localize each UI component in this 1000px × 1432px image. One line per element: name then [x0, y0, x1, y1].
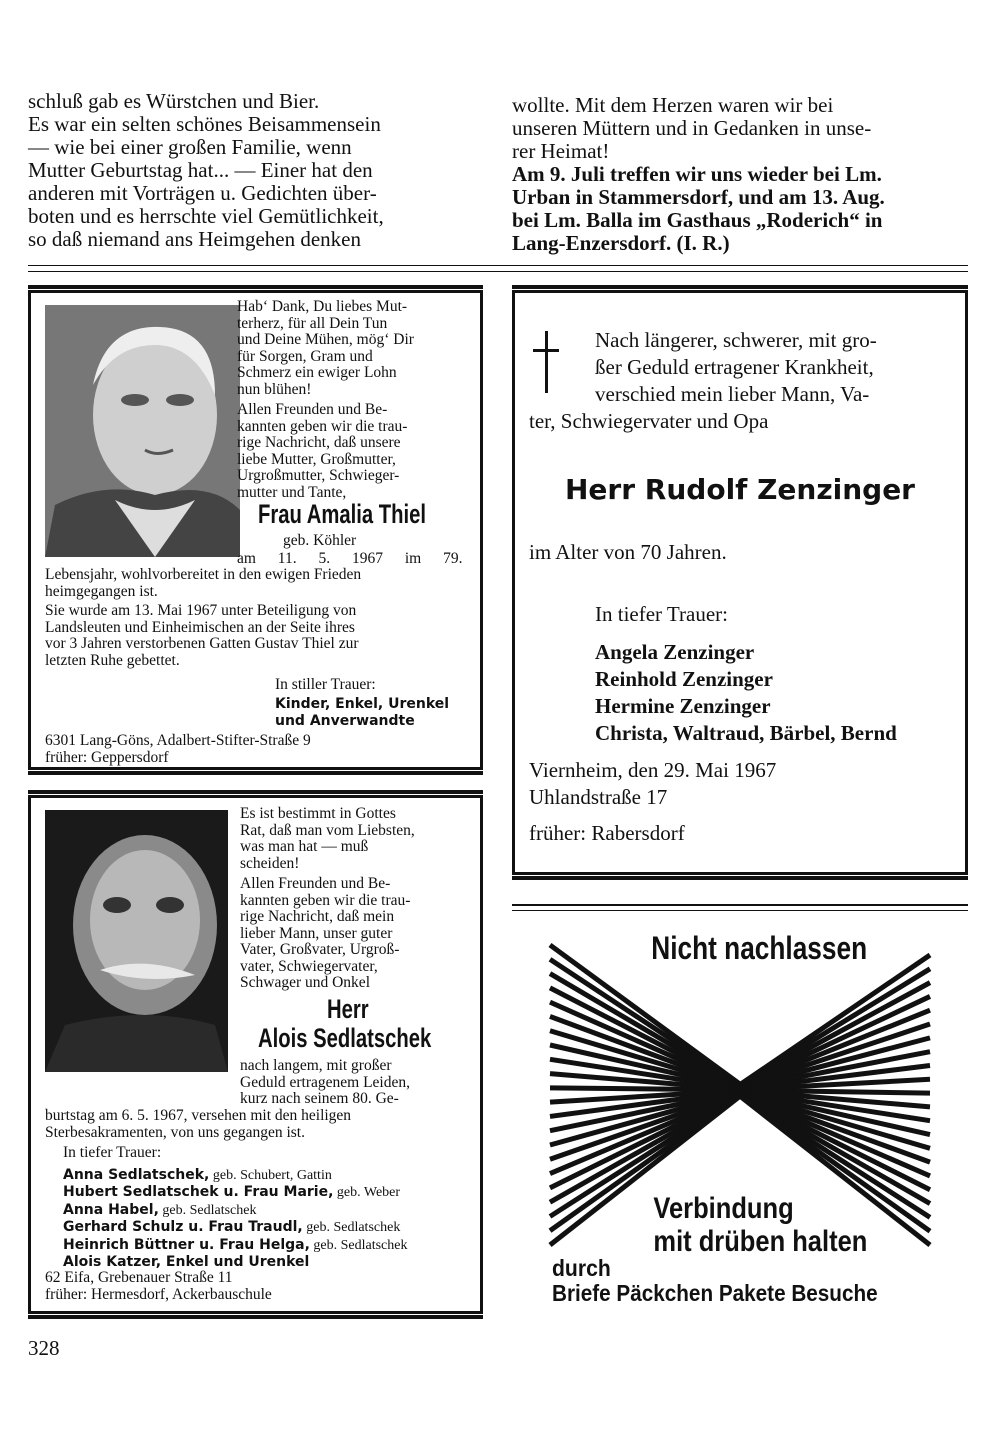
- mourner-line: Reinhold Zenzinger: [595, 667, 773, 691]
- ad-top-rule: [512, 910, 968, 911]
- mourner-detail: geb. Schubert, Gattin: [209, 1168, 332, 1183]
- portrait-image: [45, 305, 240, 557]
- mourners-block: [275, 696, 449, 730]
- box-border-bar: [512, 876, 968, 880]
- notice-line: Urgroßmutter, Schwieger-: [237, 467, 400, 484]
- article-bold-line: Am 9. Juli treffen wir uns wieder bei Lm.: [512, 162, 882, 186]
- mourner-line: und Anverwandte: [275, 713, 415, 729]
- text-line: burtstag am 6. 5. 1967, versehen mit den heiligen: [45, 1107, 352, 1124]
- ad-line: durch: [552, 1255, 611, 1281]
- article-line: — wie bei einer großen Familie, wenn: [28, 135, 352, 159]
- article-line: schluß gab es Würstchen und Bier.: [28, 89, 320, 113]
- address-block: [45, 733, 465, 766]
- notice-line: liebe Mutter, Großmutter,: [237, 450, 396, 468]
- mourner-line: [63, 1167, 483, 1184]
- mourner-detail: geb. Weber: [333, 1185, 401, 1201]
- age-line: im Alter von 70 Jahren.: [529, 540, 727, 564]
- poem-line: und Deine Mühen, mög‘ Dir: [237, 331, 414, 348]
- mourner-detail: geb. Sedlatschek: [158, 1202, 257, 1218]
- burial-block: [45, 603, 465, 669]
- article-line: wollte. Mit dem Herzen waren wir bei: [512, 93, 834, 117]
- address-line: 6301 Lang-Göns, Adalbert-Stifter-Straße 9: [45, 732, 311, 749]
- after-block: [240, 1058, 464, 1108]
- text-line: Sie wurde am 13. Mai 1967 unter Beteiligung von: [45, 602, 357, 619]
- notice-line: Schwager und Onkel: [240, 974, 370, 991]
- notice-line: Allen Freunden und Be-: [237, 401, 388, 418]
- poem-block: [240, 806, 464, 872]
- text-line: Landsleuten und Einheimischen an der Seite ihres: [45, 618, 355, 636]
- mourning-label: In stiller Trauer:: [275, 676, 376, 693]
- page-number: 328: [28, 1336, 60, 1360]
- text-line: letzten Ruhe gebettet.: [45, 651, 180, 669]
- intro-line: ter, Schwiegervater und Opa: [529, 409, 769, 433]
- notice-line: kannten geben wir die trau-: [237, 417, 408, 435]
- ad-line: Briefe Päckchen Pakete Besuche: [552, 1280, 878, 1306]
- intro-line: Nach längerer, schwerer, mit gro-: [595, 328, 877, 352]
- mourning-label: In tiefer Trauer:: [595, 602, 728, 626]
- article-bold-line: bei Lm. Balla im Gasthaus „Roderich“ in: [512, 208, 883, 232]
- mourner-name: Anna Sedlatschek,: [63, 1167, 210, 1183]
- after-block: [45, 567, 465, 600]
- poem-line: Rat, daß man vom Liebsten,: [240, 821, 415, 839]
- birth-name: geb. Köhler: [283, 532, 357, 549]
- notice-line: kannten geben wir die trau-: [240, 891, 411, 909]
- mourner-name: Hubert Sedlatschek u. Frau Marie,: [63, 1184, 334, 1201]
- portrait-image: [45, 810, 228, 1072]
- box-border-bar: [512, 285, 968, 289]
- mourner-name: Alois Katzer, Enkel und Urenkel: [63, 1254, 310, 1271]
- article-right-column: [512, 94, 967, 255]
- mourner-detail: geb. Sedlatschek: [309, 1237, 408, 1253]
- ad-headline: Nicht nachlassen: [648, 930, 870, 967]
- deceased-title: Herr: [327, 994, 369, 1024]
- notice-line: vater, Schwiegervater,: [240, 957, 378, 975]
- cross-icon: [521, 331, 571, 393]
- poem-line: Schmerz ein ewiger Lohn: [237, 364, 397, 381]
- text-line: vor 3 Jahren verstorbenen Gatten Gustav Thiel zur: [45, 635, 359, 652]
- article-line: rer Heimat!: [512, 139, 610, 163]
- former-home-line: früher: Hermesdorf, Ackerbauschule: [45, 1285, 272, 1303]
- street-line: Uhlandstraße 17: [529, 785, 668, 809]
- box-border-bar: [28, 1315, 483, 1319]
- ad-line: mit drüben halten: [650, 1225, 871, 1259]
- location-block: [529, 757, 776, 811]
- text-line: nach langem, mit großer: [240, 1057, 392, 1074]
- box-border-bar: [28, 771, 483, 775]
- portrait-photo-thiel: [45, 305, 240, 557]
- poem-line: was man hat — muß: [240, 838, 369, 855]
- wide-block: [45, 1108, 465, 1141]
- intro-line: ßer Geduld ertragener Krankheit,: [595, 355, 874, 379]
- notice-line: rige Nachricht, daß unsere: [237, 434, 401, 451]
- poem-line: Es ist bestimmt in Gottes: [240, 805, 396, 822]
- place-date-line: Viernheim, den 29. Mai 1967: [529, 758, 777, 782]
- poem-line: terherz, für all Dein Tun: [237, 314, 388, 332]
- text-line: Sterbesakramenten, von uns gegangen ist.: [45, 1123, 305, 1141]
- former-home-line: früher: Geppersdorf: [45, 748, 169, 766]
- article-line: Es war ein selten schönes Beisammensein: [28, 112, 381, 136]
- address-line: 62 Eifa, Grebenauer Straße 11: [45, 1269, 233, 1286]
- article-line: so daß niemand ans Heimgehen denken: [28, 227, 361, 251]
- ad-line: Verbindung: [650, 1192, 797, 1226]
- deceased-name: Frau Amalia Thiel: [258, 499, 427, 529]
- divider: [28, 265, 968, 266]
- died-line: am 11. 5. 1967 im 79.: [237, 550, 463, 567]
- mourner-line: Hermine Zenzinger: [595, 694, 771, 718]
- notice-block: [240, 876, 464, 992]
- deceased-name: Herr Rudolf Zenzinger: [565, 473, 915, 506]
- intro-block: [595, 327, 960, 408]
- poem-line: scheiden!: [240, 854, 300, 872]
- mourner-line: [63, 1184, 483, 1201]
- mourners-block: [595, 639, 897, 747]
- mourner-line: Kinder, Enkel, Urenkel: [275, 696, 450, 712]
- article-line: unseren Müttern und in Gedanken in unse-: [512, 116, 872, 140]
- mourner-line: [63, 1219, 483, 1236]
- mourning-label: In tiefer Trauer:: [63, 1144, 162, 1161]
- mourner-name: Gerhard Schulz u. Frau Traudl,: [63, 1219, 303, 1236]
- mourner-line: Christa, Waltraud, Bärbel, Bernd: [595, 721, 897, 745]
- bowtie-line-left: [550, 1088, 740, 1090]
- article-line: Mutter Geburtstag hat... — Einer hat den: [28, 158, 373, 182]
- obituary-zenzinger: [512, 290, 968, 875]
- box-border-bar: [28, 790, 483, 794]
- address-block: [45, 1270, 465, 1303]
- mourner-name: Heinrich Büttner u. Frau Helga,: [63, 1236, 310, 1253]
- mourner-detail: geb. Sedlatschek: [302, 1220, 401, 1236]
- poem-line: Hab‘ Dank, Du liebes Mut-: [237, 298, 408, 315]
- notice-line: rige Nachricht, daß mein: [240, 908, 395, 925]
- ad-top-rule: [512, 904, 968, 906]
- portrait-photo-sedlatschek: [45, 810, 228, 1072]
- notice-line: Vater, Großvater, Urgroß-: [240, 941, 400, 958]
- article-bold-line: Urban in Stammersdorf, und am 13. Aug.: [512, 185, 885, 209]
- article-bold-line: Lang-Enzersdorf. (I. R.): [512, 231, 730, 255]
- mourner-line: [63, 1202, 483, 1219]
- mourner-line: [63, 1237, 483, 1254]
- deceased-name: Alois Sedlatschek: [258, 1023, 432, 1053]
- notice-line: Allen Freunden und Be-: [240, 875, 391, 892]
- poem-line: für Sorgen, Gram und: [237, 347, 373, 365]
- box-border-bar: [28, 285, 483, 289]
- intro-line: verschied mein lieber Mann, Va-: [595, 382, 870, 406]
- notice-line: lieber Mann, unser guter: [240, 924, 393, 942]
- text-line: Geduld ertragenem Leiden,: [240, 1073, 410, 1091]
- article-line: boten und es herrschte viel Gemütlichkeit,: [28, 204, 384, 228]
- article-line: anderen mit Vorträgen u. Gedichten über-: [28, 181, 377, 205]
- text-line: heimgegangen ist.: [45, 582, 158, 600]
- text-line: kurz nach seinem 80. Ge-: [240, 1090, 399, 1107]
- mourners-block: [63, 1167, 483, 1271]
- article-left-column: [28, 90, 480, 251]
- poem-block: [237, 299, 464, 398]
- divider: [28, 271, 968, 272]
- obituary-sedlatschek: [28, 795, 483, 1314]
- notice-line: mutter und Tante,: [237, 483, 347, 501]
- notice-block: [237, 402, 464, 501]
- mourner-name: Anna Habel,: [63, 1201, 159, 1218]
- obituary-thiel: [28, 290, 483, 770]
- poem-line: nun blühen!: [237, 380, 312, 398]
- text-line: Lebensjahr, wohlvorbereitet in den ewigen Frieden: [45, 566, 362, 583]
- former-home-line: früher: Rabersdorf: [529, 821, 685, 845]
- mourner-line: Angela Zenzinger: [595, 640, 755, 664]
